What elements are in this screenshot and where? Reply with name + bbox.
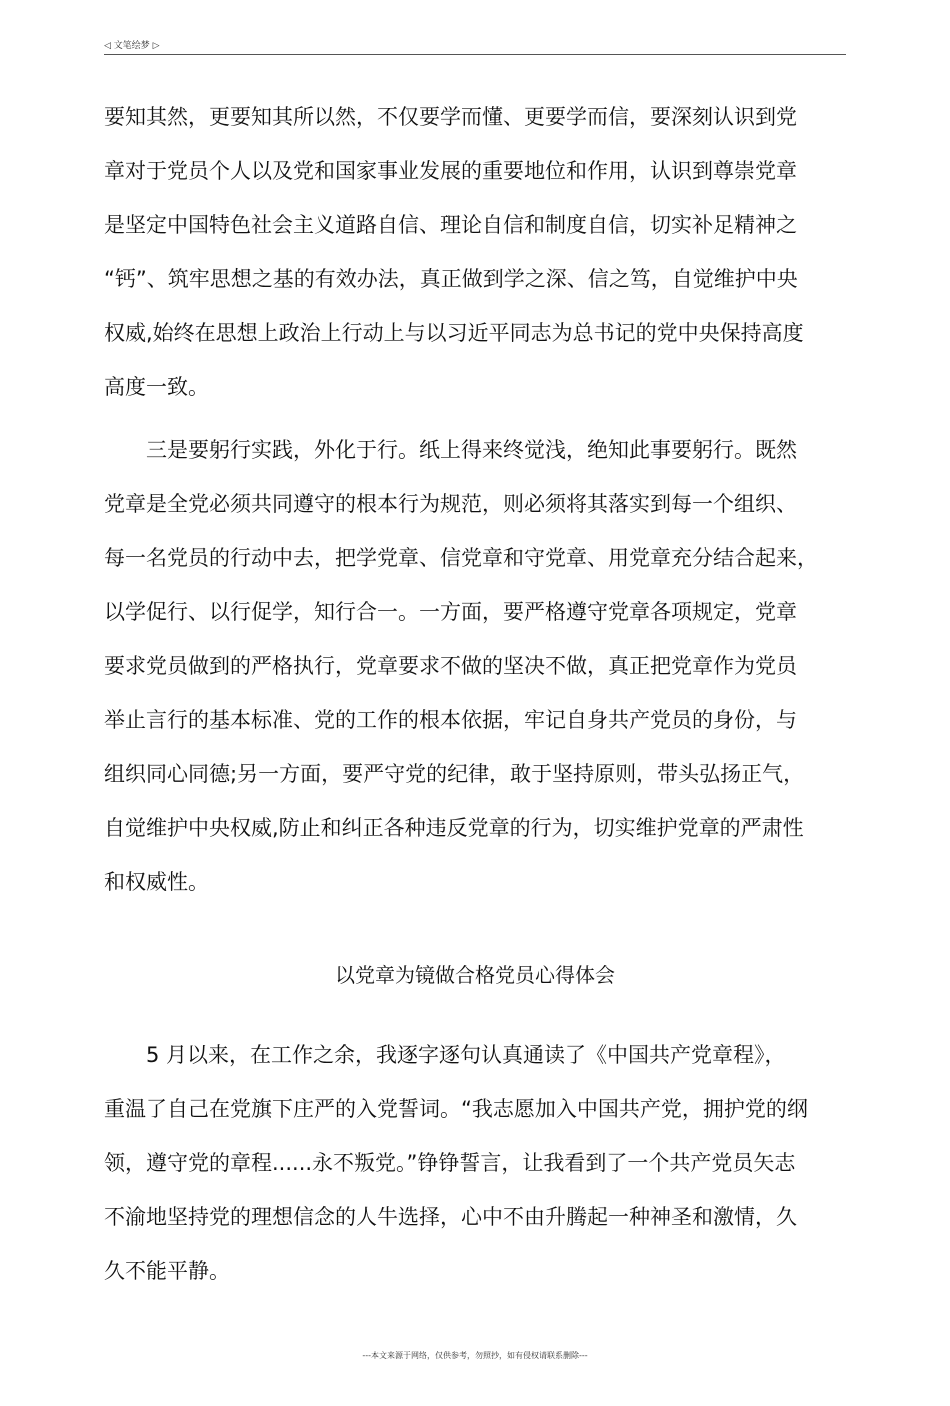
text-line: “钙”、筑牢思想之基的有效办法，真正做到学之深、信之笃，自觉维护中央 (104, 267, 798, 291)
paragraph-continued (104, 90, 856, 414)
text-line: 重温了自己在党旗下庄严的入党誓词。“我志愿加入中国共产党，拥护党的纲 (104, 1097, 808, 1121)
section-title: 以党章为镜做合格党员心得体会 (335, 963, 615, 987)
text-line: 组织同心同德;另一方面，要严守党的纪律，敢于坚持原则，带头弘扬正气， (104, 762, 805, 786)
text-line: 每一名党员的行动中去，把学党章、信党章和守党章、用党章充分结合起来， (104, 546, 818, 570)
text-line: 和权威性。 (104, 870, 209, 894)
text-line: 举止言行的基本标准、党的工作的根本依据，牢记自身共产党员的身份，与 (104, 708, 797, 732)
text-line: 章对于党员个人以及党和国家事业发展的重要地位和作用，认识到尊崇党章 (104, 159, 797, 183)
text-line: 5 月以来，在工作之余，我逐字逐句认真通读了《中国共产党章程》， (146, 1043, 786, 1067)
text-line: 领，遵守党的章程......永不叛党。”铮铮誓言，让我看到了一个共产党员矢志 (104, 1151, 796, 1175)
page-footer: ---本文来源于网络，仅供参考，勿照抄，如有侵权请联系删除--- (362, 1351, 588, 1360)
paragraph-reflection (104, 1028, 856, 1298)
text-line: 以学促行、以行促学，知行合一。一方面，要严格遵守党章各项规定，党章 (104, 600, 797, 624)
text-line: 久不能平静。 (104, 1259, 230, 1283)
text-line: 三是要躬行实践，外化于行。纸上得来终觉浅，绝知此事要躬行。既然 (146, 438, 797, 462)
text-line: 高度一致。 (104, 375, 209, 399)
text-line: 权威,始终在思想上政治上行动上与以习近平同志为总书记的党中央保持高度 (104, 321, 804, 345)
text-line: 要求党员做到的严格执行，党章要求不做的坚决不做，真正把党章作为党员 (104, 654, 797, 678)
text-line: 党章是全党必须共同遵守的根本行为规范，则必须将其落实到每一个组织、 (104, 492, 797, 516)
text-line: 不渝地坚持党的理想信念的人牛选择，心中不由升腾起一种神圣和激情，久 (104, 1205, 797, 1229)
header-logo-text: ◁ 文笔绘梦 ▷ (104, 41, 160, 51)
text-line: 要知其然，更要知其所以然，不仅要学而懂、更要学而信，要深刻认识到党 (104, 105, 797, 129)
text-line: 是坚定中国特色社会主义道路自信、理论自信和制度自信，切实补足精神之 (104, 213, 797, 237)
paragraph-practice (104, 423, 856, 909)
page-header (104, 40, 846, 55)
text-line: 自觉维护中央权威,防止和纠正各种违反党章的行为，切实维护党章的严肃性 (104, 816, 804, 840)
